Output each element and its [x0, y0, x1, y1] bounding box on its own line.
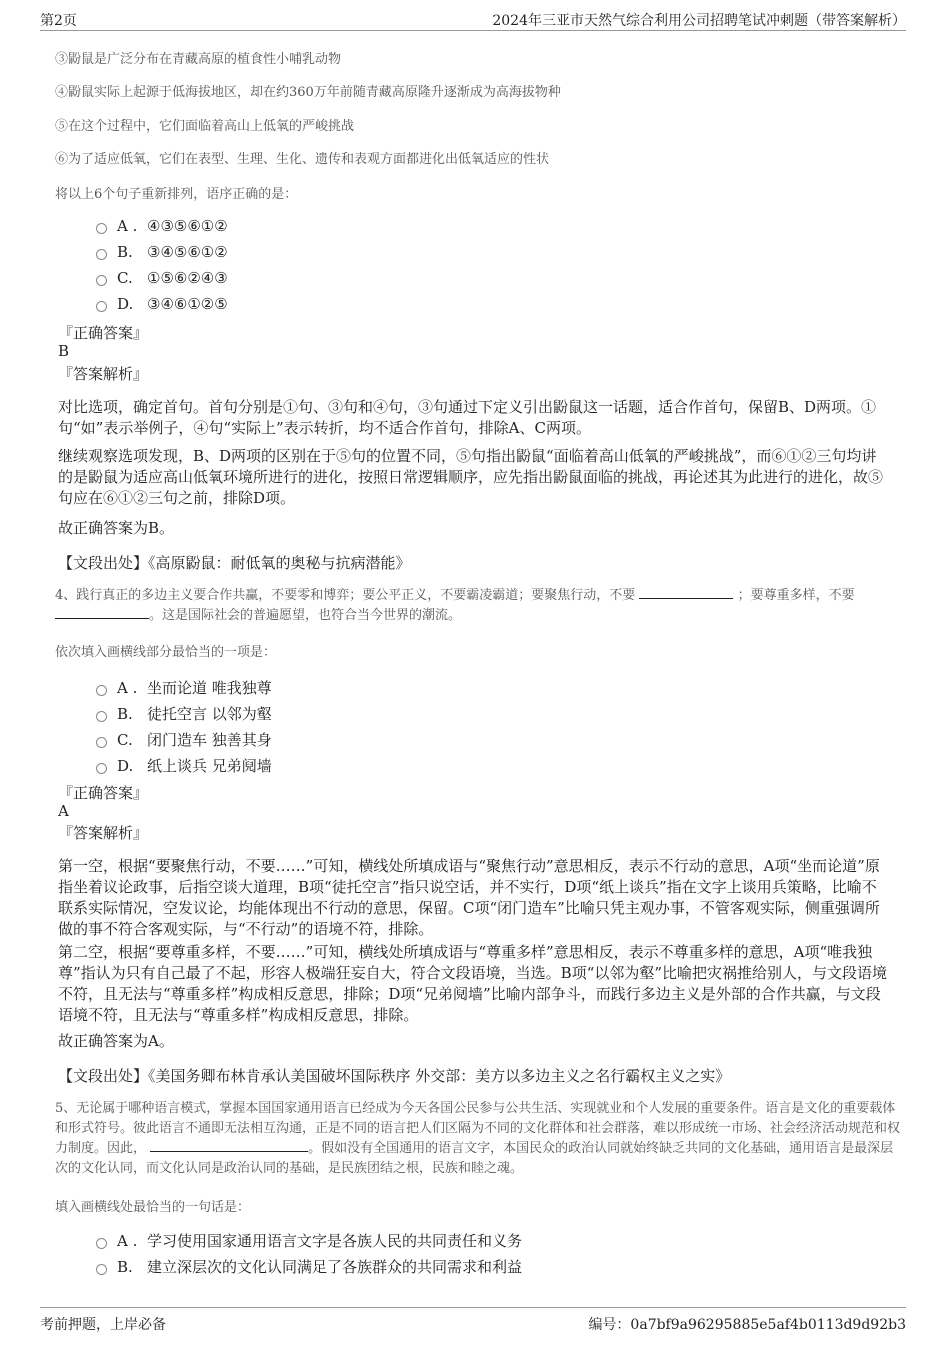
q3-prompt: 将以上6个句子重新排列，语序正确的是： [55, 187, 298, 202]
q4-answer-label: 『正确答案』 [58, 784, 149, 802]
q4-option-b[interactable]: B. 徒托空言 以邻为壑 [96, 703, 272, 724]
q4-blank-1[interactable] [639, 586, 733, 599]
q4-option-c[interactable]: C. 闭门造车 独善其身 [96, 729, 272, 750]
radio-icon[interactable] [96, 301, 107, 312]
q5-prompt: 填入画横线处最恰当的一句话是： [55, 1200, 251, 1215]
q4-analysis-1: 第一空，根据“要聚焦行动，不要……”可知，横线处所填成语与“聚焦行动”意思相反，表示不行动的意思，A项“坐而论道”原指坐着议论政事，后指空谈大道理，B项“徒托空言”指只说空话，并不实行，D项“纸上谈兵”指在文字上谈用兵策略，比喻不联系实际情况，空发议论，均能体现出不行动的意思，保留。C项“闭门造车”比喻只凭主观办事，不管客观实际，侧重强调所做的事不符合客观实际，与“不行动”的语境不符，排除。 [58, 857, 880, 938]
q4-analysis-label: 『答案解析』 [58, 824, 149, 842]
q4-option-a[interactable]: A . 坐而论道 唯我独尊 [96, 677, 272, 698]
radio-icon[interactable] [96, 711, 107, 722]
page-header [40, 10, 906, 31]
q5-option-a[interactable]: A . 学习使用国家通用语言文字是各族人民的共同责任和义务 [96, 1230, 522, 1251]
radio-icon[interactable] [96, 223, 107, 234]
q5-stem: 5、无论属于哪种语言模式，掌握本国国家通用语言已经成为今天各国公民参与公共生活、实现就业和个人发展的重要条件。语言是文化的重要载体和形式符号。彼此语言不通即无法相互沟通，正是不同的语言把人们区隔为不同的文化群体和社会群落，难以形成统一市场、社会经济活动规范和权力制度。因此， 。假如没有全国通用的语言文字，本国民众的政治认同就始终缺乏共同的文化基础，通用语言是最深层次的文化认同，而文化认同是政治认同的基础，是民族团结之根，民族和睦之魂。 [55, 1101, 901, 1176]
q4-analysis-3: 故正确答案为A。 [58, 1032, 174, 1050]
radio-icon[interactable] [96, 249, 107, 260]
q3-option-c[interactable]: C. ①⑤⑥②④③ [96, 269, 228, 287]
sentence-4: ④鼢鼠实际上起源于低海拔地区，却在约360万年前随青藏高原隆升逐渐成为高海拔物种 [55, 85, 561, 100]
q4-source: 【文段出处】《美国务卿布林肯承认美国破坏国际秩序 外交部：美方以多边主义之名行霸权主义之实》 [58, 1067, 731, 1085]
q3-option-b[interactable]: B. ③④⑤⑥①② [96, 243, 228, 261]
q3-option-a[interactable]: A . ④③⑤⑥①② [96, 217, 228, 235]
radio-icon[interactable] [96, 763, 107, 774]
q3-analysis-label: 『答案解析』 [58, 365, 149, 383]
radio-icon[interactable] [96, 685, 107, 696]
q5-option-b[interactable]: B. 建立深层次的文化认同满足了各族群众的共同需求和利益 [96, 1256, 522, 1277]
sentence-6: ⑥为了适应低氧，它们在表型、生理、生化、遗传和表观方面都进化出低氧适应的性状 [55, 152, 550, 167]
q3-option-d[interactable]: D. ③④⑥①②⑤ [96, 295, 228, 313]
radio-icon[interactable] [96, 737, 107, 748]
q3-analysis-2: 继续观察选项发现，B、D两项的区别在于⑤句的位置不同，⑤句指出鼢鼠“面临着高山低氧的严峻挑战”，而⑥①②三句均讲的是鼢鼠为适应高山低氧环境所进行的进化，按照日常逻辑顺序，应先指出鼢鼠面临的挑战，再论述其为此进行的进化，故⑤句应在⑥①②三句之前，排除D项。 [58, 447, 884, 507]
q3-answer-label: 『正确答案』 [58, 324, 149, 342]
page-footer [40, 1307, 906, 1332]
document-title: 2024年三亚市天然气综合利用公司招聘笔试冲刺题（带答案解析） [492, 13, 906, 29]
document-id: 编号：0a7bf9a96295885e5af4b0113d9d92b3 [588, 1317, 906, 1333]
q4-analysis-2: 第二空，根据“要尊重多样，不要……”可知，横线处所填成语与“尊重多样”意思相反，表示不尊重多样的意思，A项“唯我独尊”指认为只有自己最了不起，形容人极端狂妄自大，符合文段语境，当选。B项“以邻为壑”比喻把灾祸推给别人，与文段语境不符，且无法与“尊重多样”构成相反意思，排除；D项“兄弟阋墙”比喻内部争斗，而践行多边主义是外部的合作共赢，与文段语境不符，且无法与“尊重多样”构成相反意思，排除。 [58, 943, 888, 1024]
footer-slogan: 考前押题，上岸必备 [40, 1317, 166, 1333]
sentence-5: ⑤在这个过程中，它们面临着高山上低氧的严峻挑战 [55, 119, 355, 134]
q4-answer: A [58, 802, 69, 820]
q4-stem: 4、践行真正的多边主义要合作共赢，不要零和博弈；要公平正义，不要霸凌霸道；要聚焦行动，不要 ；要尊重多样，不要 。这是国际社会的普遍愿望，也符合当今世界的潮流。 [55, 588, 855, 623]
q3-answer: B [58, 342, 70, 360]
q4-prompt: 依次填入画横线部分最恰当的一项是： [55, 645, 277, 660]
sentence-3: ③鼢鼠是广泛分布在青藏高原的植食性小哺乳动物 [55, 52, 342, 67]
q3-analysis-1: 对比选项，确定首句。首句分别是①句、③句和④句，③句通过下定义引出鼢鼠这一话题，适合作首句，保留B、D两项。①句“如”表示举例子，④句“实际上”表示转折，均不适合作首句，排除A、C两项。 [58, 398, 877, 437]
q4-option-d[interactable]: D. 纸上谈兵 兄弟阋墙 [96, 755, 272, 776]
radio-icon[interactable] [96, 275, 107, 286]
radio-icon[interactable] [96, 1264, 107, 1275]
radio-icon[interactable] [96, 1238, 107, 1249]
q3-source: 【文段出处】《高原鼢鼠：耐低氧的奥秘与抗病潜能》 [58, 554, 411, 572]
q4-blank-2[interactable] [55, 606, 149, 619]
q3-analysis-3: 故正确答案为B。 [58, 519, 175, 537]
q5-blank[interactable] [150, 1139, 308, 1152]
page-number: 第2页 [40, 13, 77, 29]
